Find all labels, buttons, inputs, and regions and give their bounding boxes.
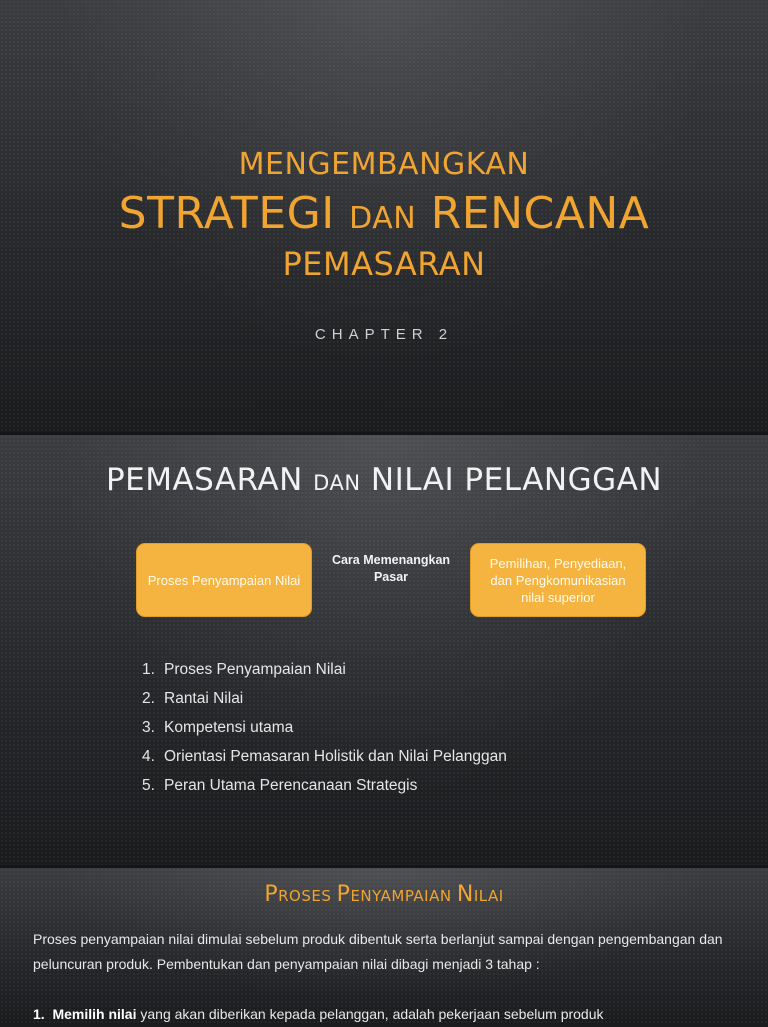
list-item-number: 1.: [142, 661, 155, 678]
slide3-title-part: ROSES: [278, 887, 337, 905]
slide3-item-keyword: Memilih nilai: [52, 1006, 137, 1022]
list-item-text: Kompetensi utama: [164, 719, 294, 736]
superior-value-box-label: Pemilihan, Penyediaan, dan Pengkomunikasian nilai superior: [489, 555, 627, 605]
chapter-subtitle: CHAPTER 2: [314, 326, 454, 343]
slide3-paragraph: Proses penyampaian nilai dimulai sebelum produk dibentuk serta berlanjut sampai dengan pengembangan dan peluncuran produk. Pembentukan dan penyampaian nilai dibagi menjadi 3 tahap :: [33, 931, 723, 972]
list-item-text: Peran Utama Perencanaan Strategis: [164, 777, 418, 794]
title-line-1: MENGEMBANGKAN: [238, 147, 530, 182]
value-delivery-box-label: Proses Penyampaian Nilai: [147, 572, 301, 588]
slide3-item-text: yang akan diberikan kepada pelanggan, adalah pekerjaan sebelum produk: [136, 1006, 604, 1022]
slide3-title-part: P: [336, 882, 351, 907]
slide-value-customer: [0, 435, 768, 865]
title-word-dan: DAN: [349, 201, 417, 236]
slide3-title-part: ENYAMPAIAN: [350, 887, 457, 905]
title-word-rencana: RENCANA: [416, 188, 650, 239]
list-item-number: 3.: [142, 719, 155, 736]
list-item-text: Rantai Nilai: [164, 690, 244, 707]
slide2-title-part: PEMASARAN: [105, 462, 314, 498]
slide3-title-part: N: [456, 882, 474, 907]
slide3-title-part: P: [264, 882, 279, 907]
list-item-number: 2.: [142, 690, 155, 707]
list-item-text: Proses Penyampaian Nilai: [164, 661, 346, 678]
slide-value-delivery: [0, 868, 768, 1024]
slide3-title-part: ILAI: [473, 887, 504, 905]
list-item-number: 5.: [142, 777, 155, 794]
slide2-title-part: NILAI PELANGGAN: [360, 462, 663, 498]
list-item-number: 4.: [142, 748, 155, 765]
list-item-text: Orientasi Pemasaran Holistik dan Nilai Pelanggan: [164, 748, 507, 765]
slide2-title-part: DAN: [313, 471, 361, 495]
winning-market-label: Cara Memenangkan Pasar: [331, 553, 451, 584]
title-word-strategi: STRATEGI: [118, 188, 350, 239]
slide3-item-number: 1.: [33, 1006, 45, 1022]
title-line-3: PEMASARAN: [282, 245, 486, 283]
slide-title: [0, 0, 768, 432]
